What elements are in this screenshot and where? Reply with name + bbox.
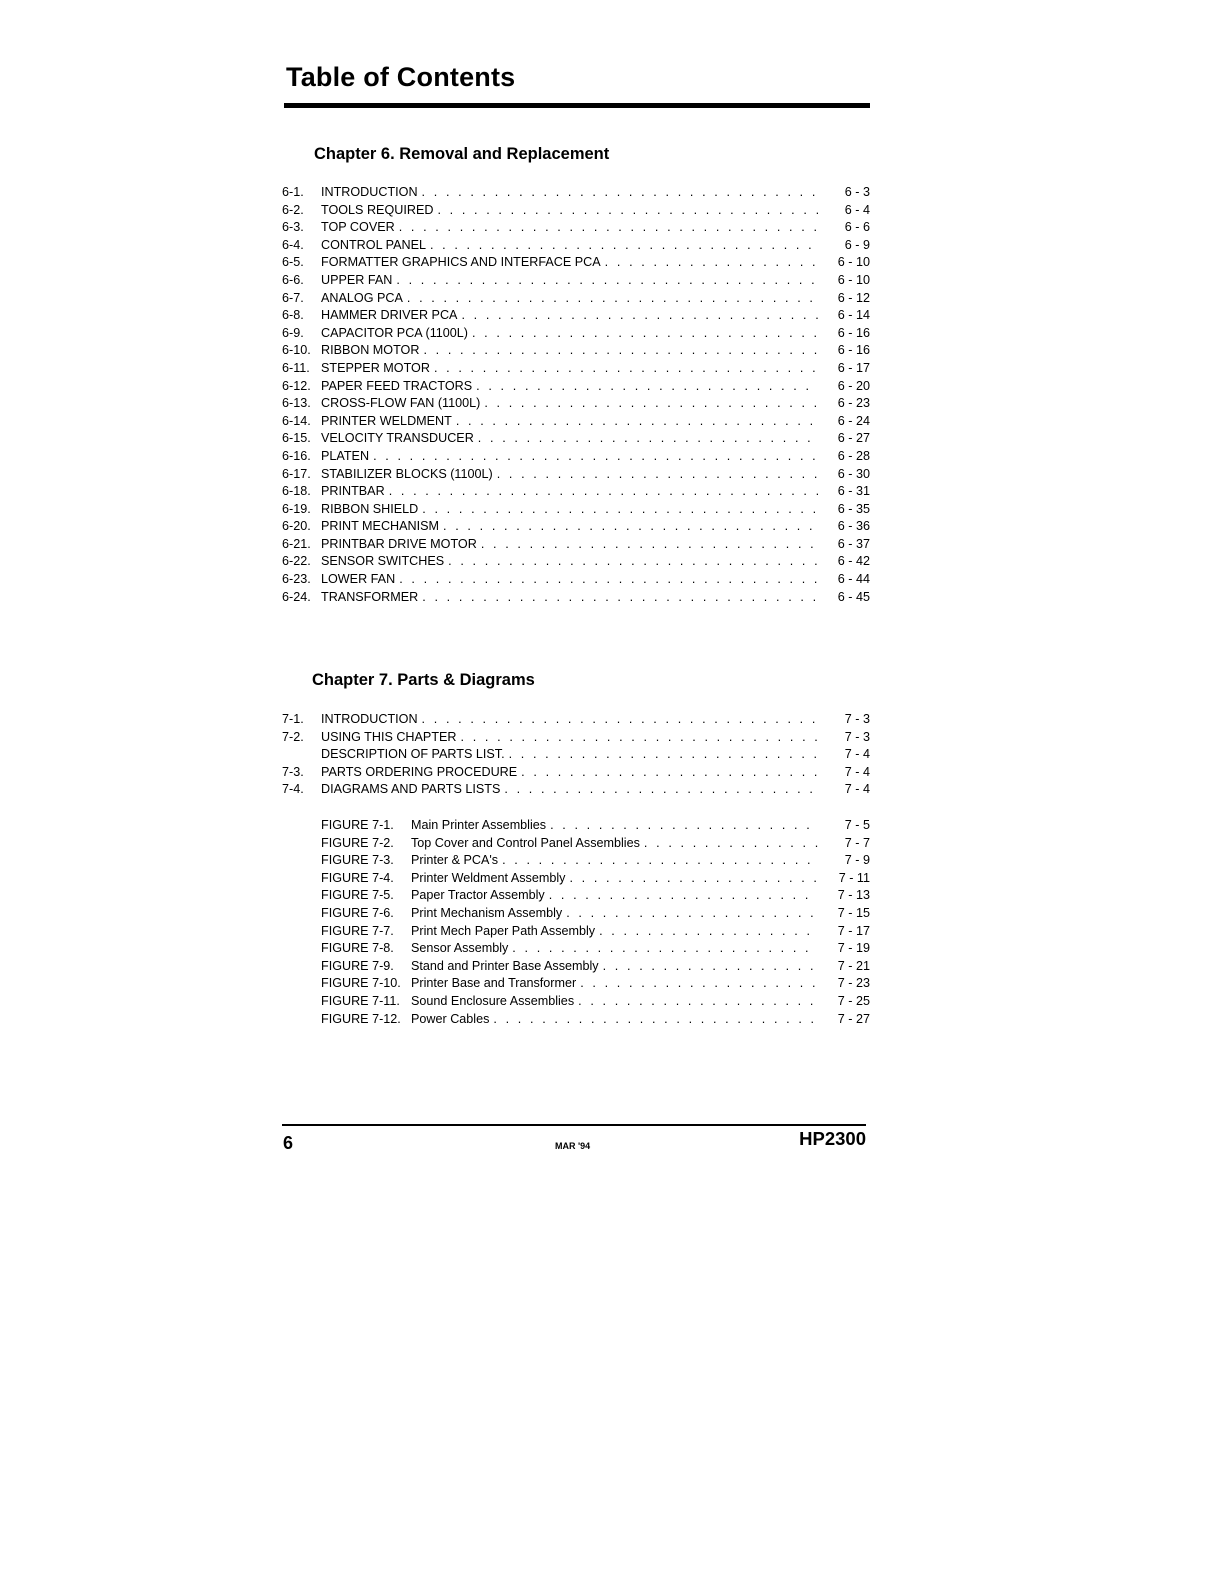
toc-entry [282, 537, 870, 555]
toc-entry [282, 467, 870, 485]
section-title: PARTS ORDERING PROCEDURE [321, 764, 518, 779]
section-number: 6-18. [282, 484, 311, 499]
figure-entry [282, 853, 870, 871]
section-number: 6-21. [282, 536, 311, 551]
page-reference: 6 - 9 [844, 237, 870, 252]
toc-entry [282, 291, 870, 309]
figure-number: FIGURE 7-11. [321, 993, 400, 1008]
page-reference: 6 - 24 [837, 413, 870, 428]
section-number: 6-4. [282, 237, 304, 252]
section-number: 7-2. [282, 729, 304, 744]
section-number: 6-10. [282, 343, 311, 358]
figure-number: FIGURE 7-4. [321, 870, 394, 885]
dot-leader [481, 537, 818, 551]
footer-page-number: 6 [283, 1133, 294, 1153]
toc-entry [282, 572, 870, 590]
toc-entry [282, 747, 870, 765]
dot-leader [437, 203, 818, 217]
section-title: PRINT MECHANISM [321, 519, 440, 534]
toc-entry [282, 238, 870, 256]
section-number: 6-23. [282, 572, 311, 587]
section-title: PRINTER WELDMENT [321, 413, 452, 428]
page-reference: 6 - 27 [837, 431, 870, 446]
page-reference: 7 - 4 [844, 747, 870, 762]
section-number: 6-12. [282, 378, 311, 393]
toc-entry [282, 431, 870, 449]
section-title: HAMMER DRIVER PCA [321, 308, 458, 323]
footer-model: HP2300 [799, 1128, 866, 1149]
page-reference: 6 - 23 [837, 396, 870, 411]
page-reference: 6 - 28 [837, 448, 870, 463]
section-title: TRANSFORMER [321, 589, 419, 604]
dot-leader [423, 343, 818, 357]
figure-entry [282, 888, 870, 906]
toc-entry [282, 379, 870, 397]
section-title: RIBBON SHIELD [321, 501, 419, 516]
section-number: 6-22. [282, 554, 311, 569]
section-title: PAPER FEED TRACTORS [321, 378, 473, 393]
page-reference: 6 - 20 [837, 378, 870, 393]
dot-leader [478, 431, 818, 445]
dot-leader [497, 467, 818, 481]
toc-entry [282, 220, 870, 238]
figure-number: FIGURE 7-5. [321, 888, 394, 903]
page-reference: 7 - 4 [844, 764, 870, 779]
toc-entry [282, 273, 870, 291]
page-reference: 7 - 19 [837, 941, 870, 956]
section-number: 6-17. [282, 466, 311, 481]
section-title: PRINTBAR DRIVE MOTOR [321, 536, 477, 551]
toc-entry [282, 414, 870, 432]
page-reference: 6 - 35 [837, 501, 870, 516]
figure-title: Printer & PCA's [411, 853, 499, 868]
dot-leader [580, 976, 818, 990]
toc-entry [282, 519, 870, 537]
dot-leader [448, 554, 818, 568]
section-title: LOWER FAN [321, 572, 396, 587]
section-title: DIAGRAMS AND PARTS LISTS [321, 782, 501, 797]
figure-title: Main Printer Assemblies [411, 818, 547, 832]
figure-number: FIGURE 7-3. [321, 853, 394, 868]
page-reference: 7 - 5 [844, 818, 870, 832]
figure-title: Paper Tractor Assembly [411, 888, 545, 903]
dot-leader [484, 396, 818, 410]
dot-leader [461, 730, 818, 744]
dot-leader [476, 379, 818, 393]
figure-entry [282, 924, 870, 942]
dot-leader [549, 888, 818, 902]
section-title: STEPPER MOTOR [321, 360, 430, 375]
dot-leader [422, 185, 818, 199]
footer-divider [282, 1124, 866, 1126]
dot-leader [521, 765, 818, 779]
dot-leader [605, 255, 818, 269]
section-number: 6-9. [282, 325, 304, 340]
page-reference: 7 - 11 [838, 870, 870, 885]
toc-entry [282, 185, 870, 203]
title-divider [284, 103, 870, 108]
toc-entry [282, 361, 870, 379]
chapter-7-heading: Chapter 7. Parts & Diagrams [312, 671, 535, 689]
section-title: INTRODUCTION [321, 712, 418, 726]
toc-entry [282, 308, 870, 326]
figure-number: FIGURE 7-9. [321, 958, 394, 973]
section-number: 6-8. [282, 308, 304, 323]
dot-leader [422, 712, 818, 726]
page-reference: 6 - 42 [837, 554, 870, 569]
section-number: 6-7. [282, 290, 304, 305]
page-title: Table of Contents [286, 62, 516, 92]
dot-leader [443, 519, 818, 533]
figure-number: FIGURE 7-10. [321, 976, 401, 991]
footer-date: MAR '94 [555, 1141, 591, 1151]
dot-leader [550, 818, 818, 832]
section-number: 6-14. [282, 413, 311, 428]
page-reference: 7 - 23 [837, 976, 870, 991]
section-title: TOOLS REQUIRED [321, 202, 434, 217]
toc-entry [282, 255, 870, 273]
section-title: DESCRIPTION OF PARTS LIST. [321, 747, 505, 762]
page-reference: 6 - 4 [844, 202, 870, 217]
section-number: 6-2. [282, 202, 304, 217]
toc-entry [282, 730, 870, 748]
page-reference: 6 - 37 [837, 536, 870, 551]
dot-leader [396, 273, 818, 287]
figure-number: FIGURE 7-1. [321, 818, 394, 832]
section-title: CAPACITOR PCA (1100L) [321, 325, 468, 340]
page-reference: 6 - 6 [844, 220, 870, 235]
section-number: 7-3. [282, 764, 304, 779]
section-number: 6-19. [282, 501, 311, 516]
section-number: 6-16. [282, 448, 311, 463]
figure-number: FIGURE 7-8. [321, 941, 394, 956]
page-reference: 6 - 16 [837, 325, 870, 340]
dot-leader [461, 308, 818, 322]
dot-leader [502, 853, 818, 867]
section-title: USING THIS CHAPTER [321, 729, 457, 744]
chapter-6-toc-list [282, 185, 870, 607]
dot-leader [512, 941, 818, 955]
page-reference: 6 - 30 [837, 466, 870, 481]
page-reference: 6 - 10 [837, 272, 870, 287]
section-title: PRINTBAR [321, 484, 385, 499]
section-number: 6-5. [282, 255, 304, 270]
figure-title: Printer Weldment Assembly [411, 870, 566, 885]
page-reference: 7 - 3 [844, 712, 870, 726]
toc-entry [282, 782, 870, 800]
section-number: 6-11. [282, 360, 310, 375]
section-number: 6-6. [282, 272, 304, 287]
toc-entry [282, 203, 870, 221]
section-title: RIBBON MOTOR [321, 343, 420, 358]
figure-entry [282, 836, 870, 854]
figure-title: Sound Enclosure Assemblies [411, 993, 575, 1008]
page-reference: 7 - 25 [837, 993, 870, 1008]
page-reference: 6 - 3 [844, 185, 870, 199]
chapter-6-heading: Chapter 6. Removal and Replacement [314, 145, 610, 163]
dot-leader [644, 836, 818, 850]
page-reference: 7 - 13 [837, 888, 870, 903]
figure-title: Top Cover and Control Panel Assemblies [411, 835, 640, 850]
dot-leader [399, 572, 818, 586]
section-number: 7-4. [282, 782, 304, 797]
page-reference: 7 - 3 [844, 729, 870, 744]
figure-entry [282, 959, 870, 977]
section-number: 6-20. [282, 519, 311, 534]
figure-entry [282, 976, 870, 994]
figure-entry [282, 906, 870, 924]
dot-leader [578, 994, 818, 1008]
section-title: FORMATTER GRAPHICS AND INTERFACE PCA [321, 255, 601, 270]
dot-leader [509, 747, 818, 761]
section-number: 6-3. [282, 220, 304, 235]
section-title: CONTROL PANEL [321, 237, 426, 252]
page-reference: 6 - 16 [837, 343, 870, 358]
section-number: 7-1. [282, 712, 304, 726]
toc-entry [282, 326, 870, 344]
page-reference: 7 - 21 [837, 958, 870, 973]
page-reference: 6 - 12 [837, 290, 870, 305]
dot-leader [373, 449, 818, 463]
page-reference: 7 - 15 [837, 905, 870, 920]
dot-leader [599, 924, 818, 938]
dot-leader [569, 871, 818, 885]
section-title: CROSS-FLOW FAN (1100L) [321, 396, 481, 411]
page-reference: 6 - 44 [837, 572, 870, 587]
figure-title: Print Mech Paper Path Assembly [411, 923, 596, 938]
dot-leader [504, 782, 818, 796]
dot-leader [389, 484, 818, 498]
figure-entry [282, 941, 870, 959]
dot-leader [430, 238, 818, 252]
toc-entry [282, 484, 870, 502]
dot-leader [399, 220, 818, 234]
section-title: STABILIZER BLOCKS (1100L) [321, 466, 493, 481]
section-number: 6-15. [282, 431, 311, 446]
dot-leader [493, 1012, 818, 1026]
section-number: 6-13. [282, 396, 311, 411]
toc-entry [282, 396, 870, 414]
figure-entry [282, 994, 870, 1012]
dot-leader [603, 959, 818, 973]
section-number: 6-1. [282, 185, 304, 199]
figure-entry [282, 818, 870, 836]
section-title: PLATEN [321, 448, 370, 463]
page-reference: 7 - 27 [837, 1011, 870, 1026]
page-reference: 7 - 17 [837, 923, 870, 938]
section-title: SENSOR SWITCHES [321, 554, 445, 569]
chapter-7-figure-list [282, 818, 870, 1029]
figure-number: FIGURE 7-2. [321, 835, 394, 850]
toc-entry [282, 502, 870, 520]
dot-leader [566, 906, 818, 920]
figure-number: FIGURE 7-6. [321, 905, 394, 920]
page-reference: 7 - 7 [844, 835, 870, 850]
figure-entry [282, 871, 870, 889]
dot-leader [456, 414, 818, 428]
section-title: INTRODUCTION [321, 185, 418, 199]
figure-title: Printer Base and Transformer [411, 976, 577, 991]
figure-title: Print Mechanism Assembly [411, 905, 563, 920]
toc-entry [282, 712, 870, 730]
page-reference: 6 - 17 [837, 360, 870, 375]
page-reference: 6 - 31 [837, 484, 870, 499]
toc-entry [282, 590, 870, 608]
page-reference: 7 - 4 [844, 782, 870, 797]
figure-title: Power Cables [411, 1011, 490, 1026]
dot-leader [434, 361, 818, 375]
dot-leader [472, 326, 818, 340]
section-title: TOP COVER [321, 220, 395, 235]
figure-title: Stand and Printer Base Assembly [411, 958, 599, 973]
section-title: VELOCITY TRANSDUCER [321, 431, 474, 446]
dot-leader [422, 590, 818, 604]
figure-title: Sensor Assembly [411, 941, 509, 956]
dot-leader [407, 291, 818, 305]
page-reference: 6 - 14 [837, 308, 870, 323]
section-title: ANALOG PCA [321, 290, 403, 305]
toc-entry [282, 554, 870, 572]
page-reference: 7 - 9 [844, 853, 870, 868]
figure-entry [282, 1012, 870, 1030]
toc-entry [282, 343, 870, 361]
figure-number: FIGURE 7-12. [321, 1011, 401, 1026]
chapter-7-toc-list [282, 712, 870, 800]
dot-leader [422, 502, 818, 516]
section-number: 6-24. [282, 589, 311, 604]
page-reference: 6 - 10 [837, 255, 870, 270]
page-reference: 6 - 36 [837, 519, 870, 534]
toc-entry [282, 765, 870, 783]
section-title: UPPER FAN [321, 272, 393, 287]
figure-number: FIGURE 7-7. [321, 923, 394, 938]
toc-entry [282, 449, 870, 467]
page-reference: 6 - 45 [837, 589, 870, 604]
